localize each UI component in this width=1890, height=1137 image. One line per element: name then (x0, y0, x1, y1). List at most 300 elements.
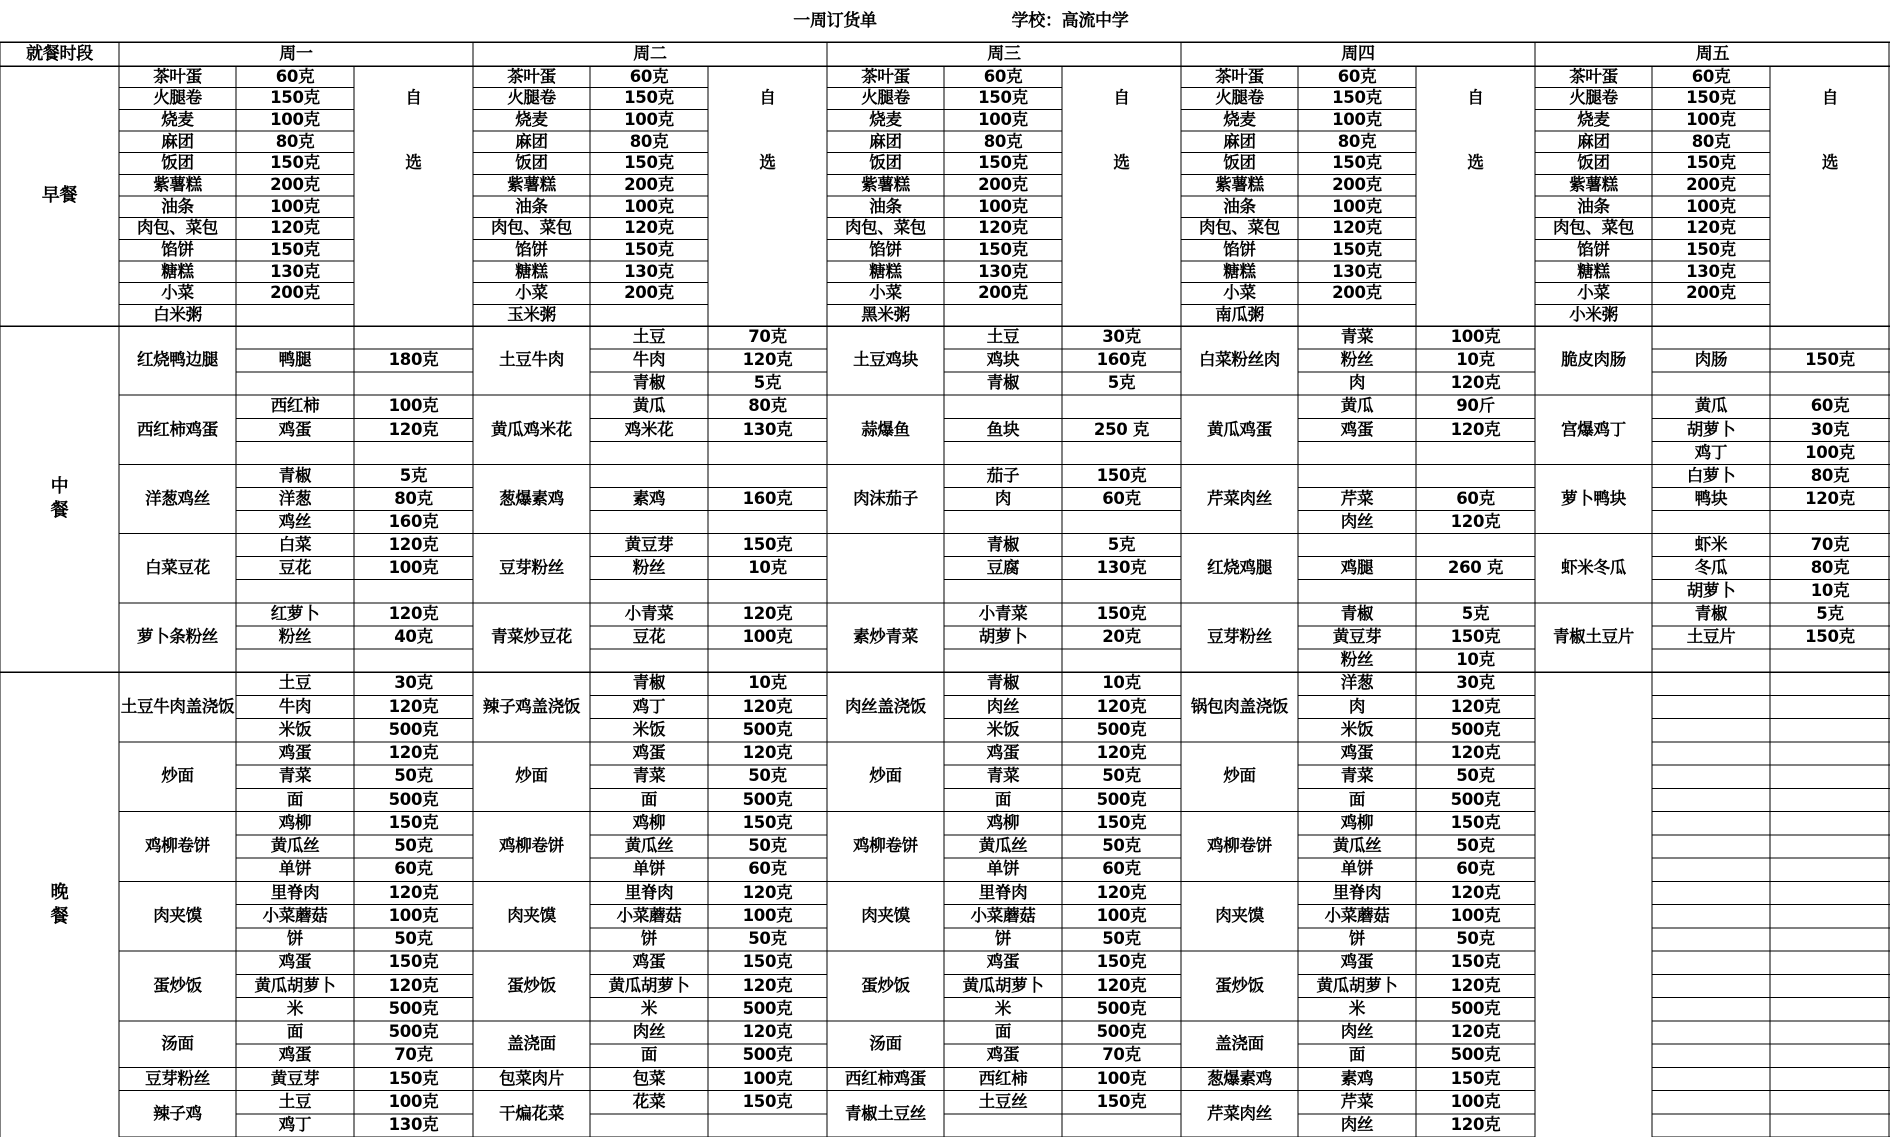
breakfast-item-name: 小菜 (869, 283, 902, 303)
dinner-ingredient: 鸡蛋 (986, 743, 1020, 763)
lunch-ingredient (1298, 534, 1416, 557)
lunch-qty: 120克 (1450, 373, 1501, 393)
dinner-ingredient: 黄瓜丝 (978, 836, 1028, 856)
self-select-char-2: 选 (1113, 153, 1130, 173)
breakfast-item-name: 茶叶蛋 (1215, 66, 1264, 86)
breakfast-item-qty: 120克 (1332, 218, 1382, 238)
header-day-4: 周四 (1341, 43, 1375, 64)
lunch-qty: 100克 (1450, 327, 1501, 347)
breakfast-item-name: 茶叶蛋 (507, 66, 556, 86)
dinner-qty: 120克 (1450, 975, 1501, 995)
lunch-qty: 70克 (748, 327, 787, 347)
lunch-qty: 5克 (399, 465, 428, 485)
breakfast-item-qty: 120克 (1686, 218, 1736, 238)
breakfast-item-name: 紫薯糕 (1215, 174, 1264, 194)
breakfast-item-name: 饭团 (161, 153, 194, 173)
lunch-qty: 150克 (742, 534, 793, 554)
dinner-dish: 炒面 (1223, 766, 1256, 786)
lunch-qty: 80克 (1810, 557, 1850, 577)
dinner-ingredient: 芹菜 (1340, 1091, 1374, 1111)
dinner-dish: 辣子鸡盖浇饭 (482, 696, 581, 716)
lunch-ingredient (944, 649, 1062, 672)
dinner-ingredient: 鸡柳 (632, 812, 666, 832)
lunch-qty: 60克 (1456, 488, 1495, 508)
dinner-dish: 包菜肉片 (499, 1068, 564, 1088)
dinner-ingredient: 面 (286, 789, 304, 809)
dinner-ingredient: 面 (994, 789, 1012, 809)
self-select-char-1: 自 (1467, 88, 1484, 108)
breakfast-porridge: 小米粥 (1569, 304, 1618, 324)
breakfast-item-name: 馅饼 (515, 239, 548, 259)
breakfast-item-qty: 130克 (624, 261, 674, 281)
breakfast-item-name: 火腿卷 (861, 88, 910, 108)
dinner-qty: 50克 (748, 929, 787, 949)
dinner-qty: 30克 (394, 673, 433, 693)
lunch-ingredient: 黄瓜 (1694, 396, 1728, 416)
header-time-column: 就餐时段 (26, 43, 93, 64)
dinner-ingredient: 鸡柳 (986, 812, 1020, 832)
breakfast-item-name: 烧麦 (161, 109, 194, 129)
lunch-ingredient: 粉丝 (632, 557, 666, 577)
dinner-ingredient: 鸡蛋 (986, 1045, 1020, 1065)
lunch-ingredient: 黄豆芽 (624, 534, 674, 554)
self-select-char-2: 选 (1467, 153, 1484, 173)
breakfast-item-name: 油条 (1577, 196, 1610, 216)
dinner-qty: 500克 (1096, 1022, 1147, 1042)
lunch-qty: 80克 (748, 396, 787, 416)
lunch-qty: 160克 (388, 511, 439, 531)
lunch-ingredient: 粉丝 (1340, 350, 1374, 370)
lunch-dish: 青椒土豆片 (1552, 627, 1634, 647)
breakfast-item-name: 饭团 (1223, 153, 1256, 173)
lunch-qty (354, 372, 473, 395)
dinner-ingredient: 鸡柳 (278, 812, 312, 832)
dinner-qty: 500克 (388, 789, 439, 809)
lunch-qty: 120克 (1450, 419, 1501, 439)
dinner-qty: 500克 (742, 998, 793, 1018)
self-select-char-1: 自 (405, 88, 422, 108)
breakfast-item-name: 火腿卷 (153, 88, 202, 108)
dinner-ingredient: 西红柿 (978, 1068, 1028, 1088)
lunch-qty: 150克 (1096, 465, 1147, 485)
dinner-qty: 50克 (1456, 929, 1495, 949)
breakfast-item-qty: 120克 (624, 218, 674, 238)
lunch-ingredient: 鸡蛋 (278, 419, 312, 439)
dinner-qty: 100克 (742, 905, 793, 925)
lunch-ingredient (590, 511, 708, 534)
lunch-ingredient (944, 441, 1062, 464)
dinner-ingredient: 青椒 (986, 673, 1020, 693)
dinner-ingredient: 肉 (1348, 696, 1366, 716)
breakfast-item-qty: 130克 (270, 261, 320, 281)
breakfast-item-name: 糖糕 (1577, 261, 1610, 281)
lunch-dish: 青菜炒豆花 (490, 627, 572, 647)
lunch-ingredient: 土豆片 (1686, 627, 1736, 647)
lunch-qty: 260 克 (1447, 557, 1504, 577)
lunch-dish (827, 534, 944, 603)
dinner-ingredient: 里脊肉 (624, 882, 674, 902)
breakfast-item-qty: 200克 (270, 283, 320, 303)
dinner-dish: 炒面 (161, 766, 194, 786)
dinner-qty: 150克 (1450, 1068, 1501, 1088)
lunch-qty (1416, 580, 1535, 603)
breakfast-item-name: 紫薯糕 (861, 174, 910, 194)
dinner-qty: 70克 (1102, 1045, 1141, 1065)
dinner-qty: 60克 (1456, 859, 1495, 879)
lunch-ingredient: 小青菜 (978, 604, 1028, 624)
breakfast-item-qty: 200克 (1686, 174, 1736, 194)
dinner-ingredient: 米 (640, 998, 658, 1018)
breakfast-item-qty: 150克 (624, 88, 674, 108)
lunch-qty (1770, 511, 1890, 534)
dinner-dish: 土豆牛肉盖浇饭 (120, 696, 235, 716)
lunch-ingredient: 胡萝卜 (1686, 581, 1736, 600)
dinner-qty: 120克 (1096, 696, 1147, 716)
lunch-ingredient: 胡萝卜 (978, 627, 1028, 647)
dinner-qty: 120克 (388, 975, 439, 995)
dinner-ingredient: 鸡蛋 (278, 1045, 312, 1065)
dinner-dish: 鸡柳卷饼 (1207, 836, 1272, 856)
lunch-ingredient (944, 511, 1062, 534)
dinner-qty: 50克 (1102, 929, 1141, 949)
dinner-qty: 60克 (394, 859, 433, 879)
dinner-qty: 500克 (1450, 789, 1501, 809)
breakfast-item-name: 馅饼 (869, 239, 902, 259)
dinner-ingredient: 黄瓜胡萝卜 (608, 975, 690, 995)
lunch-qty: 20克 (1102, 627, 1141, 647)
dinner-qty: 30克 (1456, 673, 1495, 693)
dinner-ingredient: 洋葱 (1340, 673, 1374, 693)
lunch-qty: 150克 (1450, 627, 1501, 647)
lunch-qty: 5克 (1461, 604, 1490, 624)
lunch-ingredient: 鸡块 (986, 350, 1020, 370)
dinner-qty: 70克 (394, 1045, 433, 1065)
lunch-qty: 30克 (1102, 327, 1141, 347)
lunch-ingredient: 青菜 (1340, 327, 1374, 347)
lunch-ingredient: 鸡丁 (1694, 442, 1728, 462)
lunch-qty (354, 580, 473, 603)
lunch-qty: 60克 (1810, 396, 1850, 416)
lunch-qty: 10克 (748, 557, 787, 577)
breakfast-item-qty: 200克 (270, 174, 320, 194)
dinner-qty: 120克 (742, 743, 793, 763)
dinner-ingredient: 黄瓜丝 (624, 836, 674, 856)
self-select-char-1: 自 (759, 88, 776, 108)
dinner-ingredient: 单饼 (632, 859, 666, 879)
lunch-qty: 120克 (1805, 488, 1855, 508)
dinner-qty: 120克 (742, 696, 793, 716)
lunch-dish: 白菜粉丝肉 (1198, 350, 1280, 370)
breakfast-item-name: 茶叶蛋 (861, 66, 910, 86)
dinner-qty: 10克 (748, 673, 787, 693)
dinner-qty: 500克 (1450, 1045, 1501, 1065)
lunch-qty (354, 649, 473, 672)
lunch-qty: 120克 (388, 534, 439, 554)
lunch-qty: 100克 (742, 627, 793, 647)
lunch-qty: 130克 (1096, 557, 1147, 577)
dinner-qty: 150克 (1096, 1091, 1147, 1111)
dinner-ingredient: 鸡蛋 (632, 952, 666, 972)
dinner-dish: 芹菜肉丝 (1207, 1103, 1272, 1123)
breakfast-item-name: 馅饼 (161, 239, 194, 259)
dinner-qty: 150克 (742, 1091, 793, 1111)
breakfast-item-name: 茶叶蛋 (153, 66, 202, 86)
lunch-qty (708, 649, 827, 672)
breakfast-porridge: 玉米粥 (507, 304, 556, 324)
lunch-qty (1770, 326, 1890, 349)
lunch-qty: 150克 (1805, 350, 1855, 370)
breakfast-item-name: 糖糕 (161, 261, 194, 281)
self-select-char-1: 自 (1113, 88, 1130, 108)
dinner-qty: 60克 (1102, 859, 1141, 879)
lunch-ingredient: 鸡丝 (278, 511, 312, 531)
dinner-qty: 150克 (388, 1068, 439, 1088)
dinner-dish: 豆芽粉丝 (145, 1068, 210, 1088)
lunch-dish: 脆皮肉肠 (1561, 350, 1626, 370)
dinner-qty: 100克 (1096, 1068, 1147, 1088)
lunch-ingredient: 白菜 (278, 534, 312, 554)
lunch-ingredient: 鸭块 (1694, 488, 1728, 508)
breakfast-item-name: 小菜 (1223, 283, 1256, 303)
dinner-ingredient: 素鸡 (1340, 1068, 1374, 1088)
breakfast-item-name: 油条 (869, 196, 902, 216)
lunch-ingredient (1298, 580, 1416, 603)
header-day-5: 周五 (1695, 43, 1730, 64)
breakfast-item-qty: 100克 (624, 196, 674, 216)
lunch-dish: 白菜豆花 (145, 557, 210, 577)
lunch-qty (1062, 511, 1181, 534)
lunch-qty: 120克 (388, 419, 439, 439)
lunch-dish: 豆芽粉丝 (1207, 627, 1272, 647)
dinner-qty: 100克 (1096, 905, 1147, 925)
dinner-ingredient: 黄豆芽 (270, 1068, 320, 1088)
breakfast-item-qty: 200克 (978, 174, 1028, 194)
dinner-ingredient: 里脊肉 (978, 882, 1028, 902)
dinner-qty: 150克 (1450, 812, 1501, 832)
dinner-ingredient: 饼 (286, 929, 304, 949)
lunch-ingredient: 鸡蛋 (1340, 419, 1374, 439)
dinner-ingredient: 黄瓜胡萝卜 (962, 975, 1044, 995)
breakfast-item-qty: 150克 (624, 153, 674, 173)
lunch-ingredient (236, 441, 354, 464)
lunch-dish: 素炒青菜 (853, 627, 918, 647)
breakfast-item-qty: 60克 (275, 66, 315, 86)
dinner-ingredient: 鸡丁 (278, 1115, 312, 1135)
lunch-ingredient: 肉丝 (1340, 511, 1374, 531)
breakfast-item-qty: 60克 (629, 66, 669, 86)
breakfast-item-name: 火腿卷 (1569, 88, 1618, 108)
lunch-dish: 虾米冬瓜 (1561, 557, 1626, 577)
dinner-qty (708, 1114, 827, 1137)
lunch-ingredient (1298, 441, 1416, 464)
dinner-dish: 鸡柳卷饼 (499, 836, 564, 856)
lunch-qty: 5克 (1107, 534, 1136, 554)
lunch-ingredient (236, 372, 354, 395)
breakfast-item-name: 肉包、菜包 (136, 218, 218, 238)
dinner-ingredient: 小菜蘑菇 (970, 905, 1036, 925)
dinner-ingredient: 饼 (994, 929, 1012, 949)
breakfast-item-qty: 200克 (624, 174, 674, 194)
lunch-ingredient: 粉丝 (278, 627, 312, 647)
breakfast-item-qty: 100克 (1686, 196, 1736, 216)
lunch-qty: 5克 (1107, 373, 1136, 393)
lunch-qty: 120克 (1450, 511, 1501, 531)
breakfast-item-qty: 80克 (1337, 131, 1377, 151)
dinner-ingredient: 黄瓜胡萝卜 (1316, 975, 1398, 995)
dinner-dish: 干煸花菜 (499, 1103, 564, 1123)
dinner-qty: 50克 (394, 929, 433, 949)
dinner-qty: 10克 (1102, 673, 1141, 693)
dinner-qty: 60克 (748, 859, 787, 879)
breakfast-item-name: 肉包、菜包 (490, 218, 572, 238)
lunch-ingredient (1652, 649, 1770, 672)
dinner-dish: 蛋炒饭 (507, 975, 556, 995)
breakfast-item-name: 麻团 (515, 131, 548, 151)
breakfast-item-name: 油条 (161, 196, 194, 216)
breakfast-item-name: 肉包、菜包 (844, 218, 926, 238)
dinner-ingredient: 鸡蛋 (632, 743, 666, 763)
breakfast-item-name: 糖糕 (869, 261, 902, 281)
breakfast-item-name: 糖糕 (515, 261, 548, 281)
lunch-qty (1770, 649, 1890, 672)
breakfast-item-qty: 150克 (1686, 88, 1736, 108)
dinner-qty: 100克 (742, 1068, 793, 1088)
dinner-dish: 葱爆素鸡 (1207, 1068, 1272, 1088)
dinner-ingredient: 米饭 (632, 719, 666, 739)
dinner-ingredient: 米 (286, 998, 304, 1018)
dinner-qty: 120克 (1450, 696, 1501, 716)
dinner-dish: 蛋炒饭 (861, 975, 910, 995)
dinner-dish: 汤面 (869, 1033, 902, 1053)
dinner-dish: 肉夹馍 (153, 905, 202, 925)
lunch-ingredient: 青椒 (632, 373, 666, 393)
dinner-qty: 50克 (1102, 766, 1141, 786)
dinner-qty: 100克 (1450, 1091, 1501, 1111)
dinner-qty: 150克 (742, 952, 793, 972)
breakfast-item-qty: 200克 (1686, 283, 1736, 303)
school-label: 学校：高流中学 (1011, 10, 1129, 31)
dinner-qty: 120克 (1450, 1115, 1501, 1135)
lunch-ingredient: 鱼块 (986, 419, 1020, 439)
breakfast-item-name: 小菜 (161, 283, 194, 303)
breakfast-item-qty: 150克 (1686, 153, 1736, 173)
lunch-qty (1062, 395, 1181, 418)
dinner-ingredient: 里脊肉 (1332, 882, 1382, 902)
lunch-qty (1416, 534, 1535, 557)
lunch-ingredient (236, 580, 354, 603)
dinner-qty: 500克 (388, 998, 439, 1018)
dinner-ingredient: 单饼 (986, 859, 1020, 879)
breakfast-item-qty: 150克 (1332, 153, 1382, 173)
lunch-dish: 蒜爆鱼 (861, 419, 910, 439)
dinner-ingredient: 鸡丁 (632, 696, 666, 716)
lunch-qty: 40克 (394, 627, 433, 647)
lunch-ingredient: 虾米 (1694, 534, 1728, 554)
dinner-ingredient: 米饭 (986, 719, 1020, 739)
lunch-ingredient: 土豆 (632, 327, 666, 347)
breakfast-item-qty: 60克 (1691, 66, 1731, 86)
dinner-qty: 120克 (742, 1022, 793, 1042)
dinner-dish: 蛋炒饭 (1215, 975, 1264, 995)
dinner-qty: 500克 (388, 1022, 439, 1042)
breakfast-item-name: 麻团 (1577, 131, 1610, 151)
dinner-ingredient: 面 (286, 1022, 304, 1042)
lunch-ingredient: 红萝卜 (270, 604, 320, 624)
lunch-qty (1770, 372, 1890, 395)
breakfast-item-qty: 60克 (1337, 66, 1377, 86)
dinner-dish: 肉夹馍 (861, 905, 910, 925)
dinner-qty: 120克 (388, 743, 439, 763)
lunch-qty (1416, 464, 1535, 487)
breakfast-item-qty: 150克 (978, 239, 1028, 259)
dinner-qty: 50克 (394, 766, 433, 786)
dinner-ingredient: 小菜蘑菇 (616, 905, 682, 925)
breakfast-item-name: 小菜 (515, 283, 548, 303)
lunch-qty: 5克 (753, 373, 782, 393)
header-day-3: 周三 (987, 43, 1021, 64)
dinner-qty: 120克 (1450, 882, 1501, 902)
breakfast-item-qty: 150克 (270, 239, 320, 259)
lunch-ingredient: 肉 (994, 488, 1012, 508)
lunch-qty (354, 441, 473, 464)
breakfast-item-name: 肉包、菜包 (1198, 218, 1280, 238)
lunch-dish: 土豆鸡块 (853, 350, 918, 370)
lunch-ingredient (1652, 372, 1770, 395)
breakfast-item-qty: 150克 (624, 239, 674, 259)
lunch-qty (354, 326, 473, 349)
dinner-ingredient: 肉丝 (632, 1022, 666, 1042)
lunch-qty: 10克 (1810, 581, 1850, 600)
lunch-qty (708, 464, 827, 487)
dinner-dish: 炒面 (869, 766, 902, 786)
lunch-dish: 黄瓜鸡蛋 (1207, 419, 1272, 439)
lunch-dish: 葱爆素鸡 (499, 488, 564, 508)
lunch-ingredient: 小青菜 (624, 604, 674, 624)
dinner-qty: 500克 (742, 719, 793, 739)
breakfast-porridge: 南瓜粥 (1215, 304, 1264, 324)
lunch-ingredient: 土豆 (986, 327, 1020, 347)
breakfast-item-name: 饭团 (1577, 153, 1610, 173)
dinner-ingredient: 小菜蘑菇 (262, 905, 328, 925)
dinner-qty: 50克 (748, 766, 787, 786)
meal-dinner: 晚 餐 (50, 881, 69, 927)
dinner-ingredient: 面 (640, 789, 658, 809)
dinner-ingredient (590, 1114, 708, 1137)
breakfast-item-name: 油条 (1223, 196, 1256, 216)
dinner-dish: 锅包肉盖浇饭 (1190, 696, 1289, 716)
dinner-qty: 500克 (1096, 789, 1147, 809)
dinner-qty: 100克 (388, 1091, 439, 1111)
breakfast-item-name: 火腿卷 (1215, 88, 1264, 108)
breakfast-item-qty: 100克 (1332, 109, 1382, 129)
dinner-qty: 120克 (1096, 975, 1147, 995)
lunch-ingredient: 鸡腿 (1340, 557, 1374, 577)
dinner-qty: 150克 (388, 952, 439, 972)
dinner-qty: 150克 (742, 812, 793, 832)
breakfast-item-name: 紫薯糕 (1569, 174, 1618, 194)
header-day-1: 周一 (279, 43, 313, 64)
breakfast-item-name: 馅饼 (1577, 239, 1610, 259)
lunch-qty: 150克 (1096, 604, 1147, 624)
lunch-qty: 70克 (1810, 534, 1850, 554)
dinner-dish: 肉夹馍 (507, 905, 556, 925)
breakfast-item-name: 茶叶蛋 (1569, 66, 1618, 86)
breakfast-item-name: 油条 (515, 196, 548, 216)
lunch-ingredient: 青椒 (986, 373, 1020, 393)
lunch-ingredient: 鸭腿 (278, 350, 312, 370)
dinner-ingredient: 面 (994, 1022, 1012, 1042)
lunch-dish: 宫爆鸡丁 (1561, 419, 1626, 439)
